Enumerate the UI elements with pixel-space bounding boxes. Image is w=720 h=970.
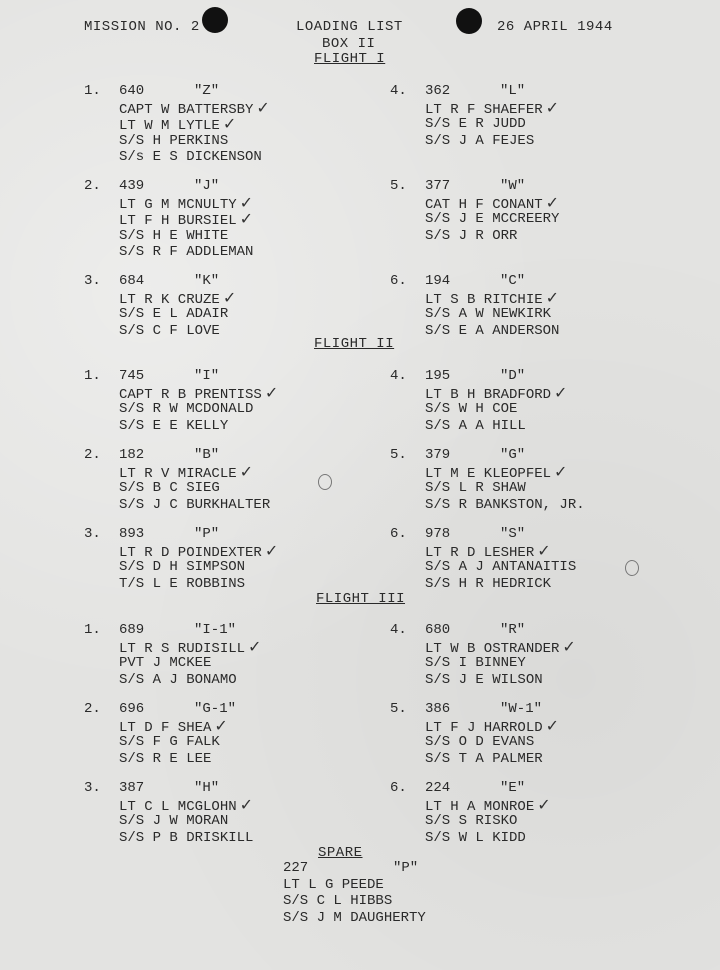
aircraft-number: 362 [425,83,451,99]
mission-number: MISSION NO. 2 [84,19,200,35]
crew-member: S/S A J BONAMO [119,671,237,688]
aircraft-number: 745 [119,368,145,384]
crew-member: LT D F SHEA ✓ [119,715,228,736]
aircraft-position: 1. [84,83,101,99]
aircraft-number: 439 [119,178,145,194]
crew-member: S/S S RISKO [425,813,518,829]
aircraft-number: 182 [119,447,145,463]
checkmark-icon: ✓ [214,715,228,735]
crew-member: S/S E A ANDERSON [425,322,560,339]
crew-member: LT W M LYTLE ✓ [119,114,237,134]
checkmark-icon: ✓ [537,794,551,814]
checkmark-icon: ✓ [239,192,254,212]
aircraft-code: "W" [500,178,526,194]
spare-code: "P" [393,860,419,876]
crew-member: S/s E S DICKENSON [119,149,262,165]
aircraft-code: "G-1" [194,701,237,717]
crew-member: S/S T A PALMER [425,750,543,767]
aircraft-code: "D" [500,368,526,384]
checkmark-icon: ✓ [545,287,560,307]
aircraft-code: "E" [500,780,526,796]
crew-member: S/S A A HILL [425,417,526,434]
aircraft-code: "I" [194,368,220,384]
checkmark-icon: ✓ [554,461,568,481]
aircraft-code: "L" [500,83,526,99]
crew-member: LT B H BRADFORD ✓ [425,382,568,403]
aircraft-position: 1. [84,622,101,638]
crew-member: S/S E E KELLY [119,417,229,434]
checkmark-icon: ✓ [537,540,551,560]
crew-member: S/S B C SIEG [119,480,220,496]
flight-3-title: FLIGHT III [316,591,406,607]
crew-member: T/S L E ROBBINS [119,575,246,592]
crew-member: LT R F SHAEFER ✓ [425,97,560,118]
spare-title: SPARE [318,845,363,861]
aircraft-code: "J" [194,178,220,194]
aircraft-number: 387 [119,780,145,796]
crew-member: S/S I BINNEY [425,655,526,671]
aircraft-code: "W-1" [500,701,543,717]
aircraft-position: 3. [84,526,101,542]
spare-crew-2: S/S C L HIBBS [283,893,393,909]
crew-member: S/S E R JUDD [425,116,526,132]
checkmark-icon: ✓ [264,382,279,402]
crew-member: S/S A J ANTANAITIS [425,559,577,575]
aircraft-code: "C" [500,273,526,289]
checkmark-icon: ✓ [222,287,237,307]
checkmark-icon: ✓ [222,114,237,133]
aircraft-code: "K" [194,273,220,289]
aircraft-position: 3. [84,780,101,796]
crew-member: S/S H PERKINS [119,132,229,149]
document-date: 26 APRIL 1944 [497,19,613,35]
crew-member: LT H A MONROE ✓ [425,794,551,815]
crew-member: LT R D POINDEXTER ✓ [119,540,279,561]
checkmark-icon: ✓ [256,97,270,117]
crew-member: LT M E KLEOPFEL ✓ [425,461,568,482]
aircraft-number: 640 [119,83,145,99]
aircraft-code: "H" [194,780,220,796]
checkmark-icon: ✓ [264,540,279,560]
crew-member: LT W B OSTRANDER ✓ [425,636,576,657]
aircraft-code: "Z" [194,83,220,99]
crew-member: LT R S RUDISILL ✓ [119,636,262,657]
crew-member: LT C L MCGLOHN ✓ [119,794,254,815]
checkmark-icon: ✓ [239,794,254,814]
crew-member: LT G M MCNULTY ✓ [119,192,254,213]
aircraft-position: 5. [390,701,407,717]
crew-member: S/S W H COE [425,401,518,417]
flight-1-title: FLIGHT I [314,51,386,67]
crew-member: S/S H E WHITE [119,227,229,244]
crew-member: S/S C F LOVE [119,322,220,339]
aircraft-number: 224 [425,780,451,796]
crew-member: S/S F G FALK [119,734,220,750]
checkmark-icon: ✓ [545,97,560,117]
aircraft-position: 4. [390,83,407,99]
aircraft-code: "S" [500,526,526,542]
crew-member: S/S J E MCCREERY [425,211,560,227]
aircraft-position: 4. [390,622,407,638]
crew-member: S/S J W MORAN [119,813,229,829]
crew-member: S/S W L KIDD [425,829,526,846]
aircraft-number: 680 [425,622,451,638]
aircraft-position: 3. [84,273,101,289]
aircraft-number: 377 [425,178,451,194]
pencil-circle-mark [625,560,639,576]
aircraft-position: 2. [84,447,101,463]
aircraft-position: 6. [390,273,407,289]
crew-member: S/S R F ADDLEMAN [119,244,254,260]
box-label: BOX II [322,36,376,52]
aircraft-number: 379 [425,447,451,463]
aircraft-number: 194 [425,273,451,289]
document-title: LOADING LIST [296,19,403,35]
checkmark-icon: ✓ [239,461,254,481]
aircraft-number: 696 [119,701,145,717]
aircraft-position: 5. [390,178,407,194]
aircraft-position: 2. [84,178,101,194]
checkmark-icon: ✓ [248,636,262,656]
aircraft-code: "I-1" [194,622,237,638]
aircraft-position: 6. [390,780,407,796]
crew-member: LT R K CRUZE ✓ [119,287,237,308]
checkmark-icon: ✓ [554,382,568,402]
aircraft-code: "G" [500,447,526,463]
punch-hole-right [456,8,482,34]
crew-member: LT F H BURSIEL ✓ [119,209,254,229]
crew-member: LT S B RITCHIE ✓ [425,287,560,308]
aircraft-position: 5. [390,447,407,463]
spare-aircraft [283,860,543,926]
aircraft-position: 4. [390,368,407,384]
crew-member: PVT J MCKEE [119,655,212,671]
aircraft-code: "P" [194,526,220,542]
aircraft-number: 386 [425,701,451,717]
crew-member: CAPT R B PRENTISS ✓ [119,382,279,403]
checkmark-icon: ✓ [545,715,560,735]
aircraft-position: 2. [84,701,101,717]
aircraft-number: 978 [425,526,451,542]
crew-member: S/S E L ADAIR [119,306,229,322]
flight-2-title: FLIGHT II [314,336,395,352]
crew-member: S/S A W NEWKIRK [425,306,552,322]
crew-member: S/S J C BURKHALTER [119,496,271,513]
aircraft-number: 195 [425,368,451,384]
crew-member: S/S J E WILSON [425,671,543,688]
crew-member: LT R V MIRACLE ✓ [119,461,254,482]
crew-member: S/S L R SHAW [425,480,526,496]
crew-member: LT R D LESHER ✓ [425,540,551,561]
crew-member: S/S R BANKSTON, JR. [425,496,585,513]
aircraft-position: 6. [390,526,407,542]
aircraft-number: 689 [119,622,145,638]
checkmark-icon: ✓ [562,636,576,656]
punch-hole-left [202,7,228,33]
crew-member: S/S R W MCDONALD [119,401,254,417]
aircraft-position: 1. [84,368,101,384]
crew-member: S/S J A FEJES [425,132,535,149]
crew-member: S/S J R ORR [425,227,518,244]
crew-member: LT F J HARROLD ✓ [425,715,560,736]
crew-member: S/S R E LEE [119,750,212,767]
spare-crew-1: LT L G PEEDE [283,876,384,893]
crew-member: S/S O D EVANS [425,734,535,750]
aircraft-code: "B" [194,447,220,463]
aircraft-number: 684 [119,273,145,289]
crew-member: CAPT W BATTERSBY ✓ [119,97,270,118]
pencil-circle-mark [318,474,332,490]
crew-member: S/S D H SIMPSON [119,559,246,575]
spare-crew-3: S/S J M DAUGHERTY [283,909,426,926]
spare-number: 227 [283,860,309,876]
checkmark-icon: ✓ [545,192,560,212]
checkmark-icon: ✓ [239,209,254,228]
aircraft-code: "R" [500,622,526,638]
crew-member: CAT H F CONANT ✓ [425,192,560,213]
crew-member: S/S H R HEDRICK [425,575,552,592]
aircraft-number: 893 [119,526,145,542]
crew-member: S/S P B DRISKILL [119,829,254,846]
